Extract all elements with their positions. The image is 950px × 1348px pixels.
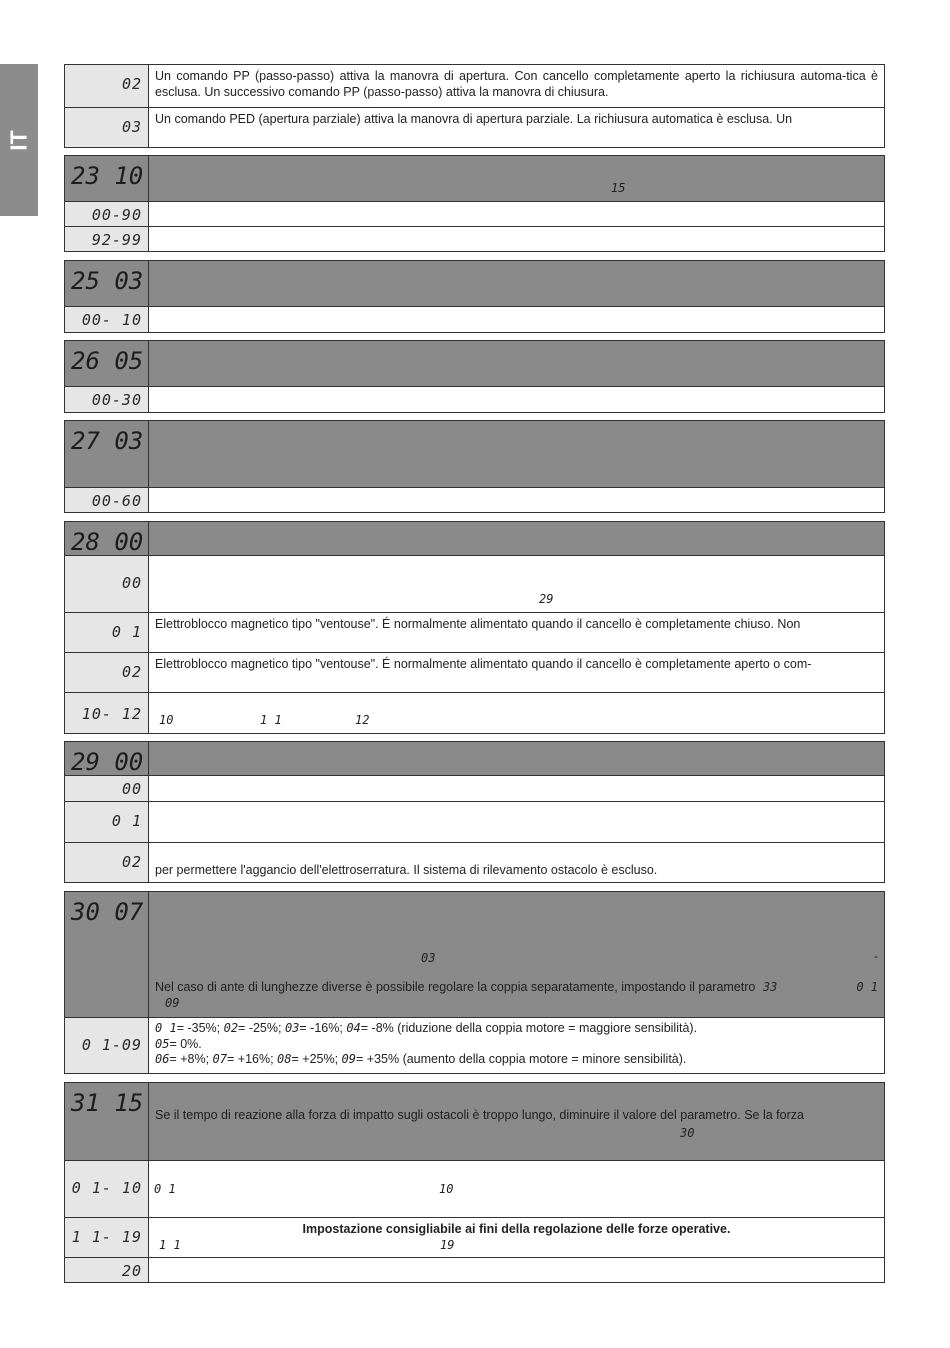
value-code: 0 1-09 xyxy=(65,1018,149,1073)
param-table-28 xyxy=(64,521,885,734)
value-code: 00- 10 xyxy=(65,307,149,332)
torque-value-code: 0 1 xyxy=(155,1021,177,1035)
param-reference: 12 xyxy=(355,713,370,727)
table-row xyxy=(65,1017,884,1073)
value-description xyxy=(149,1161,884,1217)
table-row xyxy=(65,487,884,512)
param-reference: 03 xyxy=(421,951,436,965)
torque-value-code: 06 xyxy=(155,1052,170,1066)
value-description: Elettroblocco magnetico tipo "ventouse". É normalmente alimentato quando il cancello è completamente chiuso. Non xyxy=(155,617,801,631)
torque-value-text: = +35% (aumento della coppia motore = minore sensibilità). xyxy=(356,1052,687,1066)
param-header xyxy=(65,261,884,306)
torque-value-code: 07 xyxy=(212,1052,227,1066)
language-tab xyxy=(0,64,38,216)
value-code: 20 xyxy=(65,1258,149,1282)
param-code: 30 07 xyxy=(65,892,149,1017)
table-row xyxy=(65,201,884,226)
table-row xyxy=(65,692,884,733)
torque-value-code: 02 xyxy=(223,1021,239,1035)
value-description xyxy=(149,1218,884,1257)
value-description: per permettere l'aggancio dell'elettroserratura. Il sistema di rilevamento ostacolo è escluso. xyxy=(155,863,658,877)
language-tab-label: IT xyxy=(5,129,32,151)
param-description xyxy=(149,156,884,201)
param-table-continuation xyxy=(64,64,885,148)
value-description xyxy=(149,1018,884,1073)
param-reference: 30 xyxy=(680,1126,695,1140)
table-row xyxy=(65,1217,884,1257)
torque-value-text: = +25%; xyxy=(291,1052,342,1066)
value-description xyxy=(149,1258,884,1282)
value-description xyxy=(149,387,884,412)
value-description xyxy=(149,227,884,251)
param-reference: 0 1 xyxy=(154,1182,176,1196)
table-row xyxy=(65,226,884,251)
param-reference: 10 xyxy=(159,713,174,727)
param-reference: 1 1 xyxy=(159,1238,181,1252)
param-code: 31 15 xyxy=(65,1083,149,1160)
value-description: Un comando PP (passo-passo) attiva la manovra di apertura. Con cancello completamente aperto la richiusura automa-tica è esclusa. Un successivo comando PP (passo-passo) attiva la manovra di chiusura. xyxy=(155,69,878,99)
torque-line-3 xyxy=(155,1052,878,1068)
param-description-text: Nel caso di ante di lunghezze diverse è possibile regolare la coppia separatamente, impostando il parametro xyxy=(155,980,756,994)
param-description xyxy=(149,742,884,775)
value-code: 1 1- 19 xyxy=(65,1218,149,1257)
torque-line-2 xyxy=(155,1037,878,1053)
value-code: 0 1 xyxy=(65,613,149,652)
torque-value-text: = -25%; xyxy=(238,1021,285,1035)
table-row xyxy=(65,555,884,612)
value-description xyxy=(149,693,884,733)
value-description xyxy=(149,307,884,332)
value-description xyxy=(149,776,884,801)
param-table-27 xyxy=(64,420,885,513)
table-row xyxy=(65,1160,884,1217)
param-description-text: Se il tempo di reazione alla forza di impatto sugli ostacoli è troppo lungo, diminuire il valore del parametro. Se la forza xyxy=(155,1108,804,1122)
param-table-29 xyxy=(64,741,885,883)
param-header xyxy=(65,421,884,487)
param-description xyxy=(149,522,884,555)
param-header xyxy=(65,742,884,775)
param-code: 28 00 xyxy=(65,522,149,555)
value-code: 02 xyxy=(65,65,149,107)
value-code: 10- 12 xyxy=(65,693,149,733)
param-table-25 xyxy=(64,260,885,333)
table-row xyxy=(65,801,884,842)
value-code: 00-30 xyxy=(65,387,149,412)
torque-line-1 xyxy=(155,1021,878,1037)
value-description xyxy=(149,556,884,612)
param-header xyxy=(65,892,884,1017)
value-code: 0 1 xyxy=(65,802,149,842)
param-reference: 15 xyxy=(611,181,626,195)
param-reference: 09 xyxy=(165,995,180,1010)
param-code: 27 03 xyxy=(65,421,149,487)
value-description xyxy=(149,802,884,842)
torque-value-text: = 0%. xyxy=(169,1036,202,1051)
value-code: 00 xyxy=(65,776,149,801)
param-table-23 xyxy=(64,155,885,252)
param-description xyxy=(149,421,884,487)
torque-value-text: = +16%; xyxy=(227,1052,278,1066)
param-table-31 xyxy=(64,1082,885,1283)
param-reference: 19 xyxy=(440,1238,455,1252)
value-description xyxy=(149,202,884,226)
value-code: 00 xyxy=(65,556,149,612)
param-code: 29 00 xyxy=(65,742,149,775)
table-row xyxy=(65,775,884,801)
torque-value-text: = -35%; xyxy=(176,1021,224,1035)
torque-value-code: 04 xyxy=(346,1021,361,1035)
value-code: 02 xyxy=(65,843,149,882)
param-reference: 1 1 xyxy=(260,713,282,727)
param-header xyxy=(65,156,884,201)
param-header xyxy=(65,341,884,386)
param-header xyxy=(65,522,884,555)
value-code: 92-99 xyxy=(65,227,149,251)
value-description: Un comando PED (apertura parziale) attiva la manovra di apertura parziale. La richiusura automatica è esclusa. Un xyxy=(155,112,793,126)
value-code: 00-60 xyxy=(65,488,149,512)
param-code: 26 05 xyxy=(65,341,149,386)
param-table-26 xyxy=(64,340,885,413)
param-code: 23 10 xyxy=(65,156,149,201)
param-description xyxy=(149,1083,884,1160)
value-code: 02 xyxy=(65,653,149,692)
table-row xyxy=(65,65,884,107)
table-row xyxy=(65,1257,884,1282)
value-description: Elettroblocco magnetico tipo "ventouse". É normalmente alimentato quando il cancello è completamente aperto o com- xyxy=(155,657,812,671)
torque-value-code: 03 xyxy=(284,1021,300,1035)
table-row xyxy=(65,386,884,412)
table-row xyxy=(65,842,884,882)
torque-value-text: = +8%; xyxy=(169,1052,213,1066)
param-reference: 10 xyxy=(439,1182,454,1196)
table-row xyxy=(65,306,884,332)
param-table-30 xyxy=(64,891,885,1074)
param-description xyxy=(149,341,884,386)
value-code: 0 1- 10 xyxy=(65,1161,149,1217)
value-description xyxy=(149,488,884,512)
param-description xyxy=(149,892,884,1017)
param-header xyxy=(65,1083,884,1160)
torque-value-code: 08 xyxy=(277,1052,292,1066)
table-row xyxy=(65,652,884,692)
torque-value-text: = -8% (riduzione della coppia motore = maggiore sensibilità). xyxy=(360,1021,698,1035)
param-reference: 33 xyxy=(762,980,778,994)
torque-value-code: 05 xyxy=(155,1036,170,1051)
hyphen-mark: - xyxy=(874,949,878,963)
table-row xyxy=(65,107,884,147)
param-reference: 29 xyxy=(539,592,554,606)
param-reference: 0 1 xyxy=(856,980,878,994)
param-description xyxy=(149,261,884,306)
value-code: 00-90 xyxy=(65,202,149,226)
param-code: 25 03 xyxy=(65,261,149,306)
torque-value-text: = -16%; xyxy=(299,1021,347,1035)
value-code: 03 xyxy=(65,108,149,147)
torque-value-code: 09 xyxy=(341,1052,356,1066)
table-row xyxy=(65,612,884,652)
recommended-setting-note: Impostazione consigliabile ai fini della regolazione delle forze operative. xyxy=(302,1222,731,1236)
